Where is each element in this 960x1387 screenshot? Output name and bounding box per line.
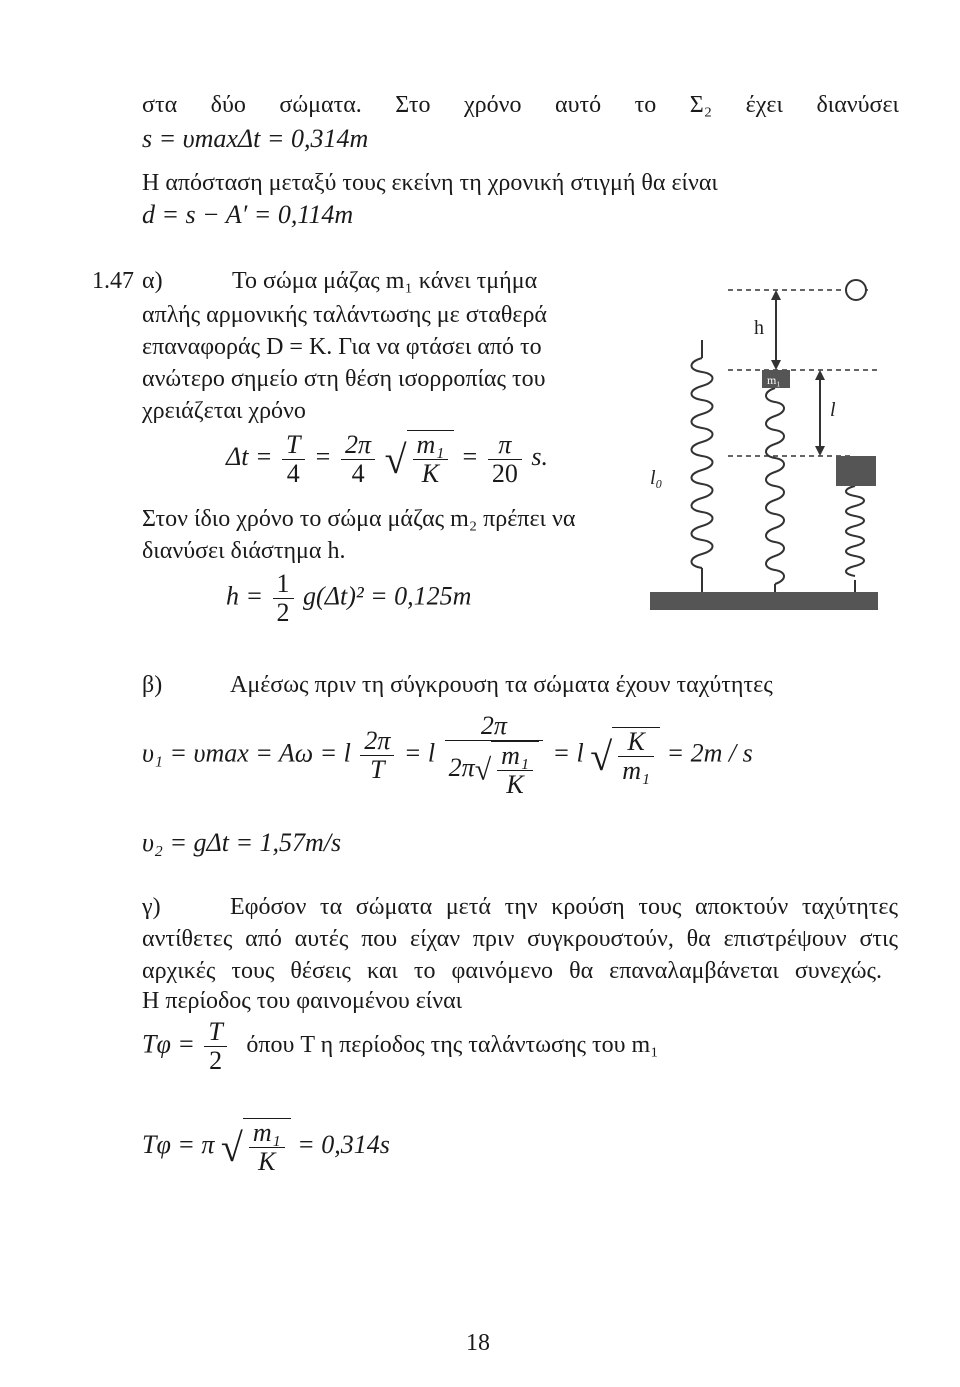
label-l0: l₀	[650, 467, 663, 489]
equation-tphi-2: Tφ = π √ $\frac{\text{m₁}}{K}$ = 0,314s	[142, 1118, 390, 1176]
text-line: χρειάζεται χρόνο	[142, 398, 306, 424]
equation-h: h = $\frac{1}{2}$ g(Δt)² = 0,125m	[226, 569, 472, 627]
label-h: h	[754, 317, 764, 339]
text-line: διανύσει διάστημα h.	[142, 538, 346, 564]
text-line: αντίθετες από αυτές που είχαν πριν συγκρουστούν, θα επιστρέψουν στις	[142, 926, 898, 952]
page-number: 18	[466, 1330, 490, 1356]
text-line: Η περίοδος του φαινομένου είναι	[142, 988, 463, 1014]
text-line: Το σώμα μάζας m₁ κάνει τμήμα	[232, 268, 538, 294]
text-line: Αμέσως πριν τη σύγκρουση τα σώματα έχουν ταχύτητες	[230, 672, 773, 698]
equation-v2: υ₂ = gΔt = 1,57m/s	[142, 828, 342, 857]
equation-s: s = υmaxΔt = 0,314m	[142, 124, 369, 153]
problem-number: 1.47	[92, 268, 134, 294]
label-l: l	[830, 399, 836, 421]
text-line: ανώτερο σημείο στη θέση ισορροπίας του	[142, 366, 546, 392]
text-line: επαναφοράς D = K. Για να φτάσει από το	[142, 334, 542, 360]
text-line: Η απόσταση μεταξύ τους εκείνη τη χρονική στιγμή θα είναι	[142, 170, 718, 196]
part-c-label: γ)	[142, 894, 161, 920]
text-line: αρχικές τους θέσεις και το φαινόμενο θα επαναλαμβάνεται συνεχώς.	[142, 958, 882, 984]
text-line: Στον ίδιο χρόνο το σώμα μάζας m₂ πρέπει να	[142, 506, 576, 532]
equation-v1: υ₁ = υmax = Aω = l $\frac{2\pi}{T}$ = l 2π 2π√ $\frac{\text{m₁}}{K}$ = l √ $\frac{K}{\text{m₁}}$ = 2m / s	[142, 711, 753, 799]
text-line: Εφόσον τα σώματα μετά την κρούση τους αποκτούν ταχύτητες	[230, 894, 898, 920]
part-b-label: β)	[142, 672, 163, 698]
label-m1: m₁	[767, 373, 781, 387]
text-line: στα δύο σώματα. Στο χρόνο αυτό το Σ₂ έχει διανύσει	[142, 92, 899, 118]
text-line: απλής αρμονικής ταλάντωσης με σταθερά	[142, 302, 547, 328]
equation-dt: Δt = $\frac{T}{4}$ = $\frac{2\pi}{4}$ √ $\frac{\text{m₁}}{K}$ = $\frac{\pi}{20}$ s.	[226, 429, 549, 488]
spring-mass-diagram	[640, 270, 890, 615]
equation-d: d = s − A′ = 0,114m	[142, 200, 354, 229]
equation-tphi-1: Tφ = $\frac{T}{2}$ όπου T η περίοδος της ταλάντωσης του m₁	[142, 1017, 659, 1075]
part-a-label: α)	[142, 268, 163, 294]
